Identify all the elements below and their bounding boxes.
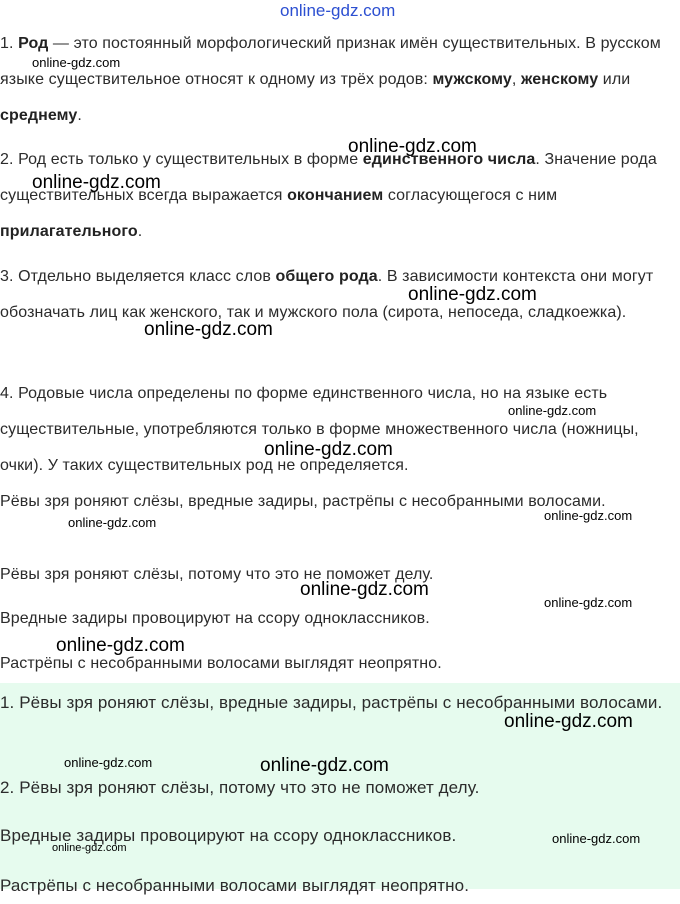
bold-term: женскому — [520, 71, 599, 88]
watermark[interactable]: online-gdz.com — [348, 136, 477, 157]
header-watermark[interactable]: online-gdz.com — [280, 1, 396, 20]
rule-text: — это постоянный морфологический признак имён существительных. В русском языке существительное относят к одному из трёх родов: — [0, 35, 661, 88]
watermark[interactable]: online-gdz.com — [508, 403, 597, 418]
watermark[interactable]: online-gdz.com — [56, 635, 185, 656]
task-sentence-2: Рёвы зря роняют слёзы, потому что это не поможет делу. — [0, 566, 434, 583]
task-sentence-3: Вредные задиры провоцируют на ссору одноклассников. — [0, 610, 430, 627]
rule-paragraph-2 — [0, 142, 678, 250]
rule-text: . — [137, 223, 143, 240]
watermark[interactable]: online-gdz.com — [32, 55, 121, 70]
watermark[interactable]: online-gdz.com — [544, 508, 633, 523]
watermark[interactable]: online-gdz.com — [504, 711, 633, 732]
watermark[interactable]: online-gdz.com — [264, 439, 393, 460]
answer-sentence-3: Вредные задиры провоцируют на ссору одноклассников. — [0, 826, 457, 845]
bold-term: Род — [18, 35, 49, 52]
answer-sentence-2: 2. Рёвы зря роняют слёзы, потому что это не поможет делу. — [0, 778, 480, 797]
rule-text: . В зависимости контекста они могут обозначать лиц как женского, так и мужского пола (сирота, непоседа, сладкоежка). — [0, 268, 654, 321]
bold-term: окончанием — [287, 187, 384, 204]
answer-sentence-1: 1. Рёвы зря роняют слёзы, вредные задиры, растрёпы с несобранными волосами. — [0, 693, 663, 712]
watermark[interactable]: online-gdz.com — [68, 515, 157, 530]
rule-text: или — [598, 71, 631, 88]
watermark[interactable]: online-gdz.com — [144, 319, 273, 340]
rule-paragraph-3 — [0, 259, 678, 331]
rule-text: 2. Род есть только у существительных в форме — [0, 151, 363, 168]
rule-text: согласующегося с ним — [383, 187, 558, 204]
rule-text: . Значение рода существительных всегда выражается — [0, 151, 657, 204]
rule-text: 1. — [0, 35, 19, 52]
rule-paragraph-4 — [0, 376, 678, 484]
watermark[interactable]: online-gdz.com — [552, 831, 641, 846]
task-sentence-4: Растрёпы с несобранными волосами выглядят неопрятно. — [0, 655, 442, 672]
bold-term: единственного числа — [362, 151, 536, 168]
watermark[interactable]: online-gdz.com — [64, 755, 153, 770]
watermark[interactable]: online-gdz.com — [32, 172, 161, 193]
watermark[interactable]: online-gdz.com — [260, 755, 389, 776]
bold-term: среднему — [0, 107, 78, 124]
rule-text: 3. Отдельно выделяется класс слов — [0, 268, 276, 285]
watermark[interactable]: online-gdz.com — [52, 842, 127, 854]
rule-text: , — [511, 71, 521, 88]
bold-term: мужскому — [432, 71, 512, 88]
bold-term: общего рода — [275, 268, 378, 285]
task-sentence-1: Рёвы зря роняют слёзы, вредные задиры, растрёпы с несобранными волосами. — [0, 493, 606, 510]
rule-text: . — [77, 107, 82, 124]
watermark[interactable]: online-gdz.com — [408, 284, 537, 305]
watermark[interactable]: online-gdz.com — [300, 579, 429, 600]
bold-term: прилагательного — [0, 223, 138, 240]
rule-paragraph-1 — [0, 26, 678, 134]
answer-sentence-4: Растрёпы с несобранными волосами выглядят неопрятно. — [0, 876, 470, 895]
rule-text: 4. Родовые числа определены по форме единственного числа, но на языке есть существительные, употребляются только в форме множественного числа (ножницы, очки). У таких существительных род не определяется. — [0, 385, 639, 474]
watermark[interactable]: online-gdz.com — [544, 595, 633, 610]
